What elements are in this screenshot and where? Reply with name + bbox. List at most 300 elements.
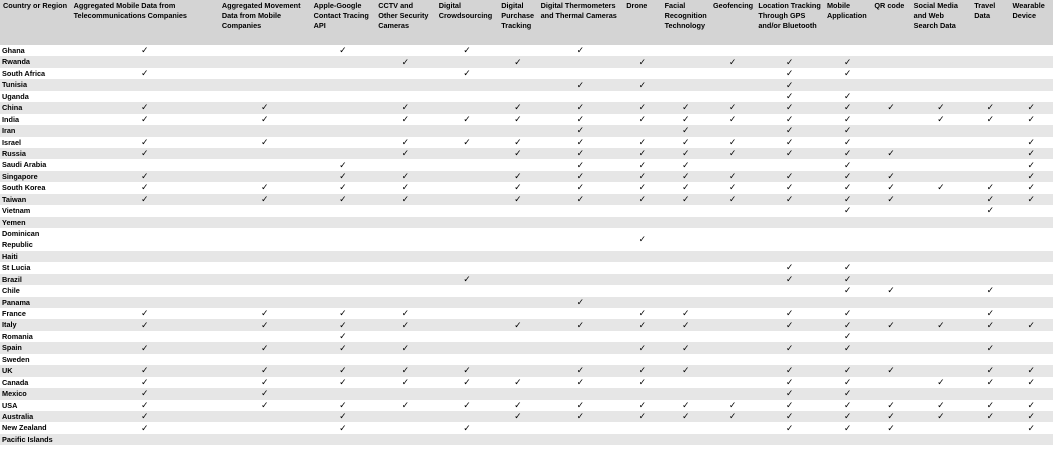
country-cell: China	[0, 102, 71, 113]
empty-cell	[710, 285, 755, 296]
empty-cell	[623, 297, 661, 308]
empty-cell	[871, 274, 910, 285]
checkmark-icon: ✓	[463, 113, 471, 124]
checkmark-icon: ✓	[755, 319, 824, 330]
empty-cell	[71, 251, 219, 262]
checkmark-icon: ✓	[986, 376, 995, 387]
empty-cell	[498, 68, 537, 79]
empty-cell	[662, 56, 710, 67]
checkmark-icon: ✓	[755, 365, 824, 376]
empty-cell	[1010, 125, 1053, 136]
table-row	[0, 377, 1053, 388]
table-row	[0, 400, 1053, 411]
table-row	[0, 114, 1053, 125]
checkmark-icon: ✓	[219, 388, 311, 399]
checkmark-icon: ✓	[311, 171, 376, 182]
checkmark-icon: ✓	[375, 56, 436, 67]
checkmark-icon: ✓	[514, 136, 522, 147]
empty-cell	[311, 102, 376, 113]
empty-cell	[971, 217, 1009, 228]
country-cell: Romania	[2, 331, 33, 341]
checkmark-icon: ✓	[140, 136, 149, 147]
checkmark-icon: ✓	[638, 113, 647, 124]
country-cell: South Africa	[2, 68, 46, 78]
empty-cell	[436, 354, 499, 365]
empty-cell	[755, 331, 824, 342]
empty-cell	[755, 297, 824, 308]
empty-cell	[911, 68, 972, 79]
empty-cell	[971, 56, 1009, 67]
checkmark-icon: ✓	[1027, 159, 1036, 170]
checkmark-icon: ✓	[339, 45, 347, 56]
column-header: Digital Crowdsourcing	[436, 0, 499, 45]
checkmark-icon: ✓	[755, 79, 824, 90]
empty-cell	[219, 285, 311, 296]
empty-cell	[538, 251, 624, 262]
checkmark-icon: ✓	[538, 79, 624, 90]
country-cell: Israel	[2, 137, 22, 147]
empty-cell	[219, 262, 311, 273]
empty-cell	[436, 251, 499, 262]
checkmark-icon: ✓	[755, 102, 824, 113]
empty-cell	[710, 79, 755, 90]
empty-cell	[375, 125, 436, 136]
table-row	[0, 251, 1053, 262]
empty-cell	[871, 308, 910, 319]
empty-cell	[498, 365, 537, 376]
empty-cell	[623, 354, 661, 365]
checkmark-icon: ✓	[971, 411, 1009, 422]
table-row	[0, 79, 1053, 90]
empty-cell	[623, 388, 661, 399]
column-header: CCTV and Other Security Cameras	[375, 0, 436, 45]
empty-cell	[311, 354, 376, 365]
empty-cell	[871, 205, 910, 216]
empty-cell	[219, 434, 311, 445]
country-cell: South Korea	[2, 183, 46, 193]
country-cell: Chile	[2, 286, 20, 296]
empty-cell	[871, 434, 910, 445]
table-row	[0, 308, 1053, 319]
checkmark-icon: ✓	[339, 182, 347, 193]
table-row	[0, 331, 1053, 342]
checkmark-icon: ✓	[463, 376, 471, 387]
empty-cell	[498, 45, 537, 56]
empty-cell	[498, 205, 537, 216]
empty-cell	[538, 274, 624, 285]
empty-cell	[436, 148, 499, 159]
checkmark-icon: ✓	[623, 79, 661, 90]
empty-cell	[498, 331, 537, 342]
empty-cell	[871, 68, 910, 79]
empty-cell	[436, 171, 499, 182]
column-header: Wearable Device	[1010, 0, 1053, 45]
empty-cell	[755, 217, 824, 228]
checkmark-icon: ✓	[824, 388, 871, 399]
checkmark-icon: ✓	[662, 342, 710, 353]
empty-cell	[911, 205, 972, 216]
empty-cell	[911, 285, 972, 296]
empty-cell	[498, 434, 537, 445]
empty-cell	[498, 354, 537, 365]
checkmark-icon: ✓	[1010, 171, 1053, 182]
checkmark-icon: ✓	[662, 365, 710, 376]
checkmark-icon: ✓	[682, 308, 690, 319]
checkmark-icon: ✓	[887, 399, 895, 410]
empty-cell	[375, 422, 436, 433]
empty-cell	[911, 228, 972, 251]
checkmark-icon: ✓	[785, 182, 794, 193]
empty-cell	[375, 285, 436, 296]
checkmark-icon: ✓	[71, 171, 219, 182]
checkmark-icon: ✓	[638, 136, 647, 147]
empty-cell	[1010, 79, 1053, 90]
checkmark-icon: ✓	[375, 319, 436, 330]
empty-cell	[498, 285, 537, 296]
checkmark-icon: ✓	[937, 376, 945, 387]
table-row	[0, 137, 1053, 148]
checkmark-icon: ✓	[662, 319, 710, 330]
empty-cell	[710, 262, 755, 273]
empty-cell	[871, 217, 910, 228]
checkmark-icon: ✓	[311, 319, 376, 330]
checkmark-icon: ✓	[401, 399, 410, 410]
table-row	[0, 102, 1053, 113]
empty-cell	[436, 411, 499, 422]
column-header: Location Tracking Through GPS and/or Bluetooth	[755, 0, 824, 45]
empty-cell	[824, 217, 871, 228]
checkmark-icon: ✓	[375, 171, 436, 182]
checkmark-icon: ✓	[375, 365, 436, 376]
checkmark-icon: ✓	[339, 331, 347, 342]
table-row	[0, 91, 1053, 102]
checkmark-icon: ✓	[824, 125, 871, 136]
checkmark-icon: ✓	[71, 365, 219, 376]
checkmark-icon: ✓	[140, 45, 149, 56]
country-cell: St Lucia	[2, 263, 31, 273]
empty-cell	[436, 434, 499, 445]
empty-cell	[710, 297, 755, 308]
empty-cell	[871, 354, 910, 365]
country-cell: Spain	[0, 342, 71, 353]
empty-cell	[623, 285, 661, 296]
empty-cell	[824, 354, 871, 365]
checkmark-icon: ✓	[824, 194, 871, 205]
checkmark-icon: ✓	[986, 308, 995, 319]
empty-cell	[755, 354, 824, 365]
empty-cell	[971, 297, 1009, 308]
empty-cell	[755, 45, 824, 56]
empty-cell	[538, 354, 624, 365]
country-cell: Saudi Arabia	[2, 160, 47, 170]
checkmark-icon: ✓	[71, 342, 219, 353]
checkmark-icon: ✓	[260, 113, 269, 124]
country-cell: Sweden	[2, 354, 30, 364]
empty-cell	[971, 159, 1009, 170]
table-row	[0, 205, 1053, 216]
checkmark-icon: ✓	[260, 308, 269, 319]
empty-cell	[623, 125, 661, 136]
checkmark-icon: ✓	[971, 102, 1009, 113]
checkmark-icon: ✓	[986, 113, 995, 124]
checkmark-icon: ✓	[986, 182, 995, 193]
column-header: Mobile Application	[824, 0, 871, 45]
checkmark-icon: ✓	[1010, 194, 1053, 205]
checkmark-icon: ✓	[755, 125, 824, 136]
checkmark-icon: ✓	[824, 102, 871, 113]
country-cell: Tunisia	[0, 79, 71, 90]
country-cell: Panama	[0, 297, 71, 308]
empty-cell	[538, 308, 624, 319]
empty-cell	[375, 434, 436, 445]
checkmark-icon: ✓	[638, 159, 647, 170]
empty-cell	[662, 354, 710, 365]
empty-cell	[710, 331, 755, 342]
checkmark-icon: ✓	[623, 171, 661, 182]
empty-cell	[911, 171, 972, 182]
table-body	[0, 45, 1053, 445]
table-row	[0, 194, 1053, 205]
checkmark-icon: ✓	[785, 262, 794, 273]
empty-cell	[1010, 331, 1053, 342]
checkmark-icon: ✓	[755, 171, 824, 182]
checkmark-icon: ✓	[623, 148, 661, 159]
checkmark-icon: ✓	[824, 365, 871, 376]
empty-cell	[311, 285, 376, 296]
table-row	[0, 354, 1053, 365]
empty-cell	[662, 377, 710, 388]
checkmark-icon: ✓	[260, 182, 269, 193]
empty-cell	[623, 217, 661, 228]
checkmark-icon: ✓	[824, 148, 871, 159]
empty-cell	[436, 56, 499, 67]
checkmark-icon: ✓	[140, 68, 149, 79]
empty-cell	[436, 217, 499, 228]
empty-cell	[971, 91, 1009, 102]
checkmark-icon: ✓	[971, 342, 1009, 353]
empty-cell	[498, 342, 537, 353]
empty-cell	[1010, 274, 1053, 285]
checkmark-icon: ✓	[463, 45, 471, 56]
empty-cell	[623, 205, 661, 216]
empty-cell	[911, 45, 972, 56]
empty-cell	[911, 137, 972, 148]
checkmark-icon: ✓	[311, 365, 376, 376]
country-cell: Ghana	[2, 46, 25, 56]
empty-cell	[219, 228, 311, 251]
checkmark-icon: ✓	[401, 376, 410, 387]
checkmark-icon: ✓	[219, 365, 311, 376]
empty-cell	[498, 388, 537, 399]
empty-cell	[219, 159, 311, 170]
table-row	[0, 171, 1053, 182]
table-header-row	[0, 0, 1053, 45]
empty-cell	[538, 262, 624, 273]
checkmark-icon: ✓	[401, 113, 410, 124]
country-cell: Russia	[0, 148, 71, 159]
empty-cell	[662, 217, 710, 228]
empty-cell	[375, 228, 436, 251]
checkmark-icon: ✓	[1010, 319, 1053, 330]
empty-cell	[375, 297, 436, 308]
empty-cell	[824, 45, 871, 56]
empty-cell	[436, 319, 499, 330]
checkmark-icon: ✓	[843, 205, 852, 216]
empty-cell	[623, 68, 661, 79]
empty-cell	[375, 159, 436, 170]
checkmark-icon: ✓	[785, 399, 794, 410]
empty-cell	[1010, 297, 1053, 308]
checkmark-icon: ✓	[755, 274, 824, 285]
checkmark-icon: ✓	[682, 182, 690, 193]
empty-cell	[755, 434, 824, 445]
country-cell: Australia	[0, 411, 71, 422]
checkmark-icon: ✓	[339, 159, 347, 170]
column-header: Aggregated Mobile Data from Telecommunications Companies	[71, 0, 219, 45]
checkmark-icon: ✓	[728, 399, 737, 410]
empty-cell	[710, 422, 755, 433]
checkmark-icon: ✓	[514, 399, 522, 410]
empty-cell	[871, 251, 910, 262]
empty-cell	[662, 274, 710, 285]
checkmark-icon: ✓	[755, 148, 824, 159]
empty-cell	[436, 262, 499, 273]
checkmark-icon: ✓	[140, 399, 149, 410]
empty-cell	[911, 434, 972, 445]
checkmark-icon: ✓	[824, 274, 871, 285]
country-cell: Mexico	[0, 388, 71, 399]
empty-cell	[498, 125, 537, 136]
empty-cell	[911, 251, 972, 262]
empty-cell	[538, 217, 624, 228]
country-cell: Pacific Islands	[0, 434, 71, 445]
column-header: Drone	[623, 0, 661, 45]
empty-cell	[871, 56, 910, 67]
checkmark-icon: ✓	[824, 342, 871, 353]
column-header: Travel Data	[971, 0, 1009, 45]
empty-cell	[219, 148, 311, 159]
column-header: Digital Thermometers and Thermal Cameras	[538, 0, 624, 45]
checkmark-icon: ✓	[843, 422, 852, 433]
checkmark-icon: ✓	[339, 422, 347, 433]
empty-cell	[311, 205, 376, 216]
checkmark-icon: ✓	[514, 376, 522, 387]
empty-cell	[871, 45, 910, 56]
empty-cell	[375, 411, 436, 422]
checkmark-icon: ✓	[887, 422, 895, 433]
empty-cell	[498, 297, 537, 308]
empty-cell	[911, 56, 972, 67]
column-header: QR code	[871, 0, 910, 45]
empty-cell	[436, 159, 499, 170]
empty-cell	[971, 125, 1009, 136]
checkmark-icon: ✓	[710, 171, 755, 182]
checkmark-icon: ✓	[682, 399, 690, 410]
column-header: Facial Recognition Technology	[662, 0, 710, 45]
country-cell: Brazil	[0, 274, 71, 285]
empty-cell	[971, 354, 1009, 365]
empty-cell	[538, 91, 624, 102]
empty-cell	[436, 79, 499, 90]
empty-cell	[710, 319, 755, 330]
empty-cell	[710, 308, 755, 319]
empty-cell	[871, 388, 910, 399]
empty-cell	[1010, 56, 1053, 67]
empty-cell	[219, 411, 311, 422]
checkmark-icon: ✓	[871, 171, 910, 182]
empty-cell	[871, 262, 910, 273]
checkmark-icon: ✓	[71, 194, 219, 205]
checkmark-icon: ✓	[755, 56, 824, 67]
checkmark-icon: ✓	[219, 342, 311, 353]
checkmark-icon: ✓	[824, 56, 871, 67]
table-row	[0, 422, 1053, 433]
empty-cell	[662, 79, 710, 90]
checkmark-icon: ✓	[755, 342, 824, 353]
empty-cell	[219, 91, 311, 102]
checkmark-icon: ✓	[986, 399, 995, 410]
empty-cell	[662, 422, 710, 433]
empty-cell	[1010, 388, 1053, 399]
checkmark-icon: ✓	[71, 319, 219, 330]
empty-cell	[311, 388, 376, 399]
checkmark-icon: ✓	[871, 319, 910, 330]
empty-cell	[710, 45, 755, 56]
table-row	[0, 411, 1053, 422]
empty-cell	[375, 262, 436, 273]
empty-cell	[662, 388, 710, 399]
empty-cell	[1010, 342, 1053, 353]
checkmark-icon: ✓	[871, 411, 910, 422]
empty-cell	[623, 91, 661, 102]
checkmark-icon: ✓	[728, 113, 737, 124]
empty-cell	[311, 114, 376, 125]
table-row	[0, 182, 1053, 193]
empty-cell	[911, 262, 972, 273]
checkmark-icon: ✓	[843, 308, 852, 319]
empty-cell	[911, 159, 972, 170]
empty-cell	[710, 159, 755, 170]
empty-cell	[824, 251, 871, 262]
checkmark-icon: ✓	[638, 233, 647, 244]
country-cell: Rwanda	[0, 56, 71, 67]
country-cell: New Zealand	[2, 423, 47, 433]
country-cell: Dominican Republic	[2, 229, 40, 250]
country-cell: Singapore	[0, 171, 71, 182]
country-cell: Yemen	[0, 217, 71, 228]
checkmark-icon: ✓	[311, 194, 376, 205]
empty-cell	[971, 68, 1009, 79]
empty-cell	[538, 68, 624, 79]
country-cell: India	[2, 114, 20, 124]
column-header: Digital Purchase Tracking	[498, 0, 537, 45]
empty-cell	[219, 79, 311, 90]
empty-cell	[710, 125, 755, 136]
empty-cell	[911, 331, 972, 342]
empty-cell	[971, 251, 1009, 262]
checkmark-icon: ✓	[843, 376, 852, 387]
checkmark-icon: ✓	[538, 365, 624, 376]
empty-cell	[662, 91, 710, 102]
checkmark-icon: ✓	[623, 102, 661, 113]
empty-cell	[911, 388, 972, 399]
checkmark-icon: ✓	[339, 399, 347, 410]
empty-cell	[219, 45, 311, 56]
checkmark-icon: ✓	[576, 113, 585, 124]
empty-cell	[871, 114, 910, 125]
empty-cell	[971, 331, 1009, 342]
empty-cell	[538, 205, 624, 216]
